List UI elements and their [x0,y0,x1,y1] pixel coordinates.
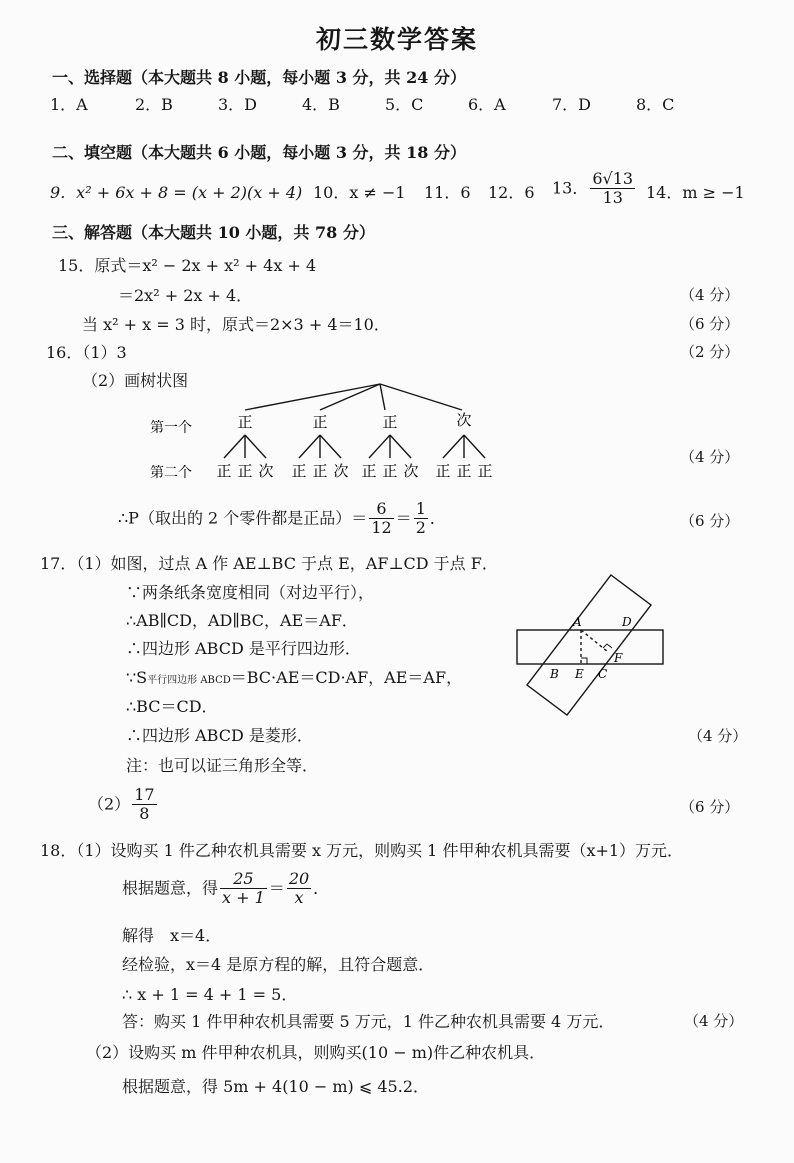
tree-node-2-4-3: 正 [477,462,493,480]
tree-node-2-2-1: 正 [291,462,307,480]
answer-14: 14．m ≥ −1 [646,183,745,202]
q17-part2 [88,786,159,824]
q18-equals: ＝ [268,878,285,898]
area-equation: ＝BC·AE＝CD·AF，AE＝AF， [230,668,463,687]
fraction-numerator: 1 [415,499,426,518]
fraction-denominator: x [294,888,304,908]
section1-header: 一、选择题（本大题共 8 小题，每小题 3 分，共 24 分） [52,68,466,87]
answer-9: 9．x² + 6x + 8 = (x + 2)(x + 4) [50,183,303,202]
q18-equation-end: ． [313,878,330,898]
answer-6: 6．A [468,95,506,114]
answer-1: 1．A [50,95,88,114]
fraction-denominator: 13 [602,188,623,208]
q15-line3: 当 x² + x = 3 时，原式＝2×3 + 4＝10． [82,315,390,334]
answer-7: 7．D [552,95,592,114]
section3-header: 三、解答题（本大题共 10 小题，共 78 分） [52,223,375,242]
answer-3: 3．D [218,95,258,114]
tree-node-1-1: 正 [237,413,253,431]
tree-first-label: 第一个 [150,420,192,436]
tree-node-2-3-1: 正 [361,462,377,480]
q18-equation [122,870,329,908]
q16-part1-points: （2 分） [680,343,740,361]
label-E: E [575,667,584,681]
q18-line3: 解得 x＝4． [122,926,222,945]
q17-line4: ∴四边形 ABCD 是平行四边形． [126,639,361,658]
label-F: F [614,651,623,665]
right-angle-E [581,658,587,664]
tree-level2 [216,462,492,480]
q15-line1: 15．原式＝x² − 2x + x² + 4x + 4 [58,256,317,275]
tree-node-2-3-3: 次 [403,462,419,480]
label-D: D [622,615,632,629]
q16-tree-points: （4 分） [680,448,740,466]
q18-line6-points: （4 分） [684,1012,744,1030]
probability-fraction-2 [414,500,428,538]
tree-diagram [140,380,520,490]
tree-second-label: 第二个 [150,465,192,481]
tree-node-2-2-3: 次 [333,462,349,480]
tree-node-2-3-2: 正 [382,462,398,480]
answer-13 [552,170,637,208]
answer-8: 8．C [636,95,675,114]
q17-line7: ∴四边形 ABCD 是菱形． [126,726,313,745]
answer-13-fraction [590,170,635,208]
q17-line1: 17．（1）如图，过点 A 作 AE⊥BC 于点 E，AF⊥CD 于点 F． [40,554,498,573]
fraction-numerator: 25 [220,870,267,889]
tree-node-2-1-3: 次 [258,462,274,480]
tree-node-1-3: 正 [382,413,398,431]
probability-equals: ＝ [395,508,412,528]
tree-node-2-4-2: 正 [456,462,472,480]
q17-line5 [126,668,462,688]
probability-text: ∴P（取出的 2 个零件都是正品）＝ [118,508,368,528]
q18-part2: （2）设购买 m 件甲种农机具，则购买(10 − m)件乙种农机具． [86,1043,546,1062]
q18-fraction-2 [287,870,311,908]
q17-part2-points: （6 分） [680,798,740,816]
q17-line2: ∵两条纸条宽度相同（对边平行）， [126,583,375,602]
fraction-numerator: 20 [288,869,310,888]
probability-end: ． [429,508,446,528]
q15-line3-points: （6 分） [680,315,740,333]
fraction-denominator: 8 [139,804,150,824]
answer-10: 10．x ≠ −1 [313,183,406,202]
tree-level1 [237,411,471,431]
q17-line3: ∴AB∥CD，AD∥BC，AE＝AF． [126,611,358,630]
q18-line5: ∴ x + 1 = 4 + 1 = 5． [122,985,298,1004]
label-A: A [573,615,582,629]
q17-line7-points: （4 分） [688,727,748,745]
answer-11: 11．6 [424,183,471,202]
answer-5: 5．C [385,95,424,114]
area-subscript: 平行四边形 ABCD [147,675,231,686]
q16-part2: （2）画树状图 [82,371,189,390]
tree-node-1-4: 次 [456,411,472,429]
tree-node-1-2: 正 [312,413,328,431]
q17-part2-label: （2） [88,794,131,814]
tree-node-2-2-2: 正 [312,462,328,480]
q15-line2: ＝2x² + 2x + 4． [118,286,253,305]
q16-probability [118,500,446,538]
answer-12: 12．6 [488,183,535,202]
q18-part2-equation: 根据题意，得 5m + 4(10 − m) ⩽ 45.2． [122,1077,429,1096]
q17-line6: ∴BC＝CD． [126,697,218,716]
right-angle-F [603,644,612,648]
q16-part1: 16．（1）3 [46,343,127,362]
q18-equation-intro: 根据题意，得 [122,878,219,898]
tree-branches [224,384,485,458]
horizontal-strip [517,630,663,664]
page-title: 初三数学答案 [315,25,478,54]
fraction-numerator: 6√13 [592,169,634,188]
q17-note: 注：也可以证三角形全等． [126,756,319,775]
tree-node-2-1-2: 正 [237,462,253,480]
q15-line2-points: （4 分） [680,286,740,304]
fraction-denominator: 2 [415,518,426,538]
q18-line4: 经检验，x＝4 是原方程的解，且符合题意． [122,955,435,974]
answer-2: 2．B [135,95,173,114]
q18-fraction-1 [220,870,267,908]
label-B: B [550,667,559,681]
q18-line6: 答：购买 1 件甲种农机具需要 5 万元，1 件乙种农机具需要 4 万元． [122,1012,615,1031]
fraction-denominator: x + 1 [222,888,265,908]
label-C: C [598,667,608,681]
rhombus-figure [510,572,670,722]
tree-node-2-4-1: 正 [435,462,451,480]
area-symbol: ∵S [126,668,148,687]
q17-part2-fraction [132,786,156,824]
fraction-numerator: 6 [369,500,393,519]
answer-4: 4．B [302,95,340,114]
q18-line1: 18．（1）设购买 1 件乙种农机具需要 x 万元，则购买 1 件甲种农机具需要（x+1）万元． [40,841,684,860]
probability-fraction-1 [369,500,393,538]
q16-probability-points: （6 分） [680,512,740,530]
answer-13-label: 13． [552,178,589,198]
tree-node-2-1-1: 正 [216,462,232,480]
section2-header: 二、填空题（本大题共 6 小题，每小题 3 分，共 18 分） [52,143,466,162]
fraction-numerator: 17 [134,785,155,804]
altitude-AF [581,630,608,652]
slanted-strip [527,575,651,715]
fraction-denominator: 12 [371,518,392,538]
